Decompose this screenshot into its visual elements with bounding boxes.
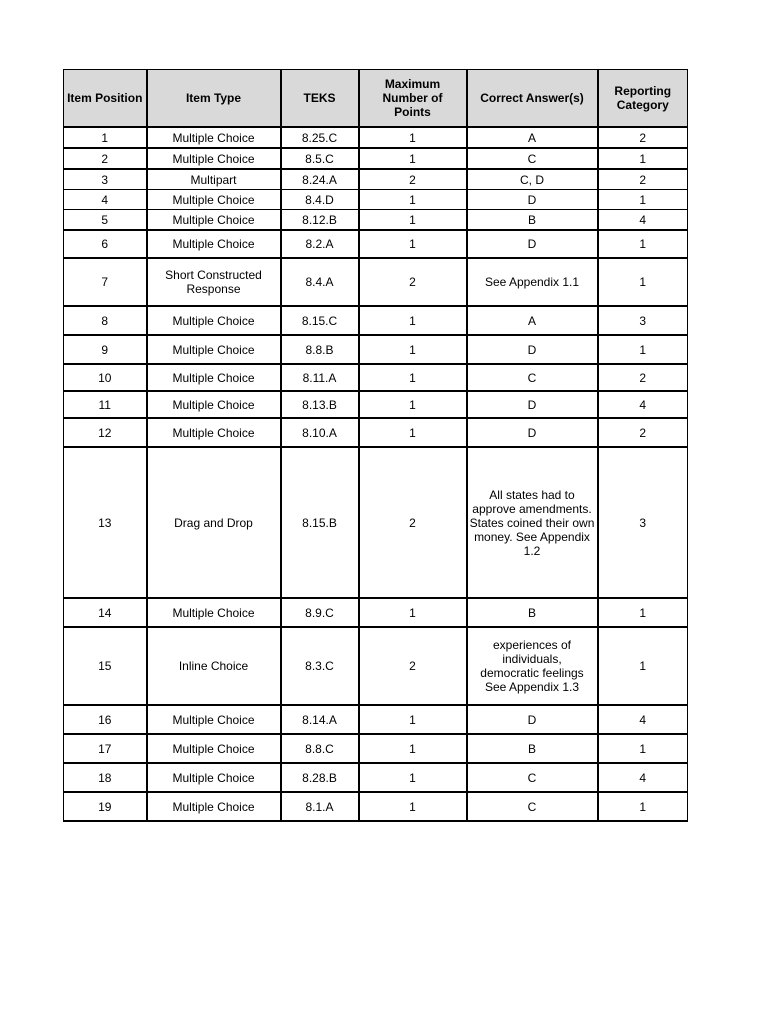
max-points-cell: 1 bbox=[359, 127, 467, 148]
header-teks: TEKS bbox=[281, 70, 359, 128]
correct-answer-cell: A bbox=[467, 127, 598, 148]
correct-answer-cell: C bbox=[467, 148, 598, 169]
item-type-cell: Multiple Choice bbox=[147, 190, 281, 210]
reporting-category-cell: 3 bbox=[598, 306, 688, 335]
item-type-cell: Multiple Choice bbox=[147, 418, 281, 447]
table-row bbox=[64, 598, 688, 627]
table-row bbox=[64, 258, 688, 306]
reporting-category-cell: 1 bbox=[598, 230, 688, 258]
item-position-cell: 5 bbox=[64, 210, 147, 231]
header-correct-answers: Correct Answer(s) bbox=[467, 70, 598, 128]
max-points-cell: 2 bbox=[359, 258, 467, 306]
table-row bbox=[64, 148, 688, 169]
table-row bbox=[64, 447, 688, 598]
teks-cell: 8.12.B bbox=[281, 210, 359, 231]
teks-cell: 8.28.B bbox=[281, 763, 359, 792]
item-type-cell: Multiple Choice bbox=[147, 210, 281, 231]
teks-cell: 8.1.A bbox=[281, 792, 359, 821]
correct-answer-cell: experiences of individuals, democratic feelings See Appendix 1.3 bbox=[467, 627, 598, 705]
item-type-cell: Multiple Choice bbox=[147, 598, 281, 627]
reporting-category-cell: 3 bbox=[598, 447, 688, 598]
item-type-cell: Multiple Choice bbox=[147, 734, 281, 763]
reporting-category-cell: 1 bbox=[598, 734, 688, 763]
item-position-cell: 14 bbox=[64, 598, 147, 627]
table-row bbox=[64, 705, 688, 734]
max-points-cell: 1 bbox=[359, 364, 467, 391]
max-points-cell: 2 bbox=[359, 627, 467, 705]
teks-cell: 8.25.C bbox=[281, 127, 359, 148]
item-type-cell: Inline Choice bbox=[147, 627, 281, 705]
table-row bbox=[64, 335, 688, 364]
item-position-cell: 13 bbox=[64, 447, 147, 598]
correct-answer-cell: D bbox=[467, 335, 598, 364]
reporting-category-cell: 1 bbox=[598, 598, 688, 627]
item-position-cell: 6 bbox=[64, 230, 147, 258]
header-reporting-category: Reporting Category bbox=[598, 70, 688, 128]
item-type-cell: Multiple Choice bbox=[147, 230, 281, 258]
table-row bbox=[64, 627, 688, 705]
max-points-cell: 1 bbox=[359, 734, 467, 763]
teks-cell: 8.11.A bbox=[281, 364, 359, 391]
header-item-type: Item Type bbox=[147, 70, 281, 128]
table-row bbox=[64, 763, 688, 792]
table-row bbox=[64, 364, 688, 391]
teks-cell: 8.9.C bbox=[281, 598, 359, 627]
correct-answer-cell: D bbox=[467, 190, 598, 210]
correct-answer-cell: D bbox=[467, 418, 598, 447]
correct-answer-cell: D bbox=[467, 230, 598, 258]
reporting-category-cell: 1 bbox=[598, 792, 688, 821]
item-position-cell: 7 bbox=[64, 258, 147, 306]
max-points-cell: 2 bbox=[359, 447, 467, 598]
item-type-cell: Multiple Choice bbox=[147, 335, 281, 364]
reporting-category-cell: 2 bbox=[598, 127, 688, 148]
table-row bbox=[64, 230, 688, 258]
max-points-cell: 1 bbox=[359, 210, 467, 231]
teks-cell: 8.24.A bbox=[281, 169, 359, 190]
item-position-cell: 17 bbox=[64, 734, 147, 763]
item-position-cell: 12 bbox=[64, 418, 147, 447]
item-type-cell: Multiple Choice bbox=[147, 127, 281, 148]
max-points-cell: 1 bbox=[359, 148, 467, 169]
table-row bbox=[64, 127, 688, 148]
reporting-category-cell: 1 bbox=[598, 148, 688, 169]
table-row bbox=[64, 210, 688, 231]
reporting-category-cell: 1 bbox=[598, 335, 688, 364]
item-type-cell: Multiple Choice bbox=[147, 306, 281, 335]
teks-cell: 8.4.A bbox=[281, 258, 359, 306]
item-position-cell: 15 bbox=[64, 627, 147, 705]
correct-answer-cell: D bbox=[467, 705, 598, 734]
reporting-category-cell: 1 bbox=[598, 627, 688, 705]
answer-key-table bbox=[63, 69, 688, 822]
teks-cell: 8.2.A bbox=[281, 230, 359, 258]
teks-cell: 8.15.B bbox=[281, 447, 359, 598]
header-row bbox=[64, 70, 688, 128]
item-position-cell: 19 bbox=[64, 792, 147, 821]
teks-cell: 8.15.C bbox=[281, 306, 359, 335]
reporting-category-cell: 4 bbox=[598, 763, 688, 792]
table-row bbox=[64, 418, 688, 447]
teks-cell: 8.13.B bbox=[281, 391, 359, 418]
item-type-cell: Multiple Choice bbox=[147, 391, 281, 418]
reporting-category-cell: 4 bbox=[598, 210, 688, 231]
reporting-category-cell: 4 bbox=[598, 391, 688, 418]
teks-cell: 8.5.C bbox=[281, 148, 359, 169]
teks-cell: 8.8.C bbox=[281, 734, 359, 763]
header-max-points: Maximum Number of Points bbox=[359, 70, 467, 128]
item-position-cell: 1 bbox=[64, 127, 147, 148]
correct-answer-cell: B bbox=[467, 734, 598, 763]
max-points-cell: 1 bbox=[359, 190, 467, 210]
max-points-cell: 1 bbox=[359, 705, 467, 734]
teks-cell: 8.4.D bbox=[281, 190, 359, 210]
item-type-cell: Multiple Choice bbox=[147, 364, 281, 391]
max-points-cell: 1 bbox=[359, 391, 467, 418]
max-points-cell: 1 bbox=[359, 792, 467, 821]
reporting-category-cell: 1 bbox=[598, 258, 688, 306]
correct-answer-cell: A bbox=[467, 306, 598, 335]
item-type-cell: Multiple Choice bbox=[147, 792, 281, 821]
correct-answer-cell: See Appendix 1.1 bbox=[467, 258, 598, 306]
table-row bbox=[64, 190, 688, 210]
item-position-cell: 4 bbox=[64, 190, 147, 210]
item-position-cell: 16 bbox=[64, 705, 147, 734]
item-position-cell: 9 bbox=[64, 335, 147, 364]
teks-cell: 8.8.B bbox=[281, 335, 359, 364]
table-row bbox=[64, 391, 688, 418]
correct-answer-cell: C, D bbox=[467, 169, 598, 190]
max-points-cell: 2 bbox=[359, 169, 467, 190]
correct-answer-cell: All states had to approve amendments. States coined their own money. See Appendix 1.2 bbox=[467, 447, 598, 598]
max-points-cell: 1 bbox=[359, 418, 467, 447]
reporting-category-cell: 2 bbox=[598, 364, 688, 391]
correct-answer-cell: B bbox=[467, 210, 598, 231]
max-points-cell: 1 bbox=[359, 230, 467, 258]
item-type-cell: Multiple Choice bbox=[147, 148, 281, 169]
correct-answer-cell: C bbox=[467, 763, 598, 792]
item-type-cell: Drag and Drop bbox=[147, 447, 281, 598]
correct-answer-cell: D bbox=[467, 391, 598, 418]
table-row bbox=[64, 306, 688, 335]
teks-cell: 8.10.A bbox=[281, 418, 359, 447]
header-item-position: Item Position bbox=[64, 70, 147, 128]
correct-answer-cell: B bbox=[467, 598, 598, 627]
reporting-category-cell: 2 bbox=[598, 169, 688, 190]
item-type-cell: Multiple Choice bbox=[147, 705, 281, 734]
reporting-category-cell: 1 bbox=[598, 190, 688, 210]
max-points-cell: 1 bbox=[359, 306, 467, 335]
table-body bbox=[64, 127, 688, 821]
correct-answer-cell: C bbox=[467, 364, 598, 391]
teks-cell: 8.14.A bbox=[281, 705, 359, 734]
item-type-cell: Multipart bbox=[147, 169, 281, 190]
item-position-cell: 8 bbox=[64, 306, 147, 335]
correct-answer-cell: C bbox=[467, 792, 598, 821]
reporting-category-cell: 2 bbox=[598, 418, 688, 447]
table-row bbox=[64, 734, 688, 763]
teks-cell: 8.3.C bbox=[281, 627, 359, 705]
item-type-cell: Multiple Choice bbox=[147, 763, 281, 792]
reporting-category-cell: 4 bbox=[598, 705, 688, 734]
item-position-cell: 3 bbox=[64, 169, 147, 190]
table-row bbox=[64, 792, 688, 821]
item-type-cell: Short Constructed Response bbox=[147, 258, 281, 306]
max-points-cell: 1 bbox=[359, 763, 467, 792]
table-row bbox=[64, 169, 688, 190]
item-position-cell: 18 bbox=[64, 763, 147, 792]
item-position-cell: 10 bbox=[64, 364, 147, 391]
item-position-cell: 11 bbox=[64, 391, 147, 418]
max-points-cell: 1 bbox=[359, 598, 467, 627]
max-points-cell: 1 bbox=[359, 335, 467, 364]
item-position-cell: 2 bbox=[64, 148, 147, 169]
